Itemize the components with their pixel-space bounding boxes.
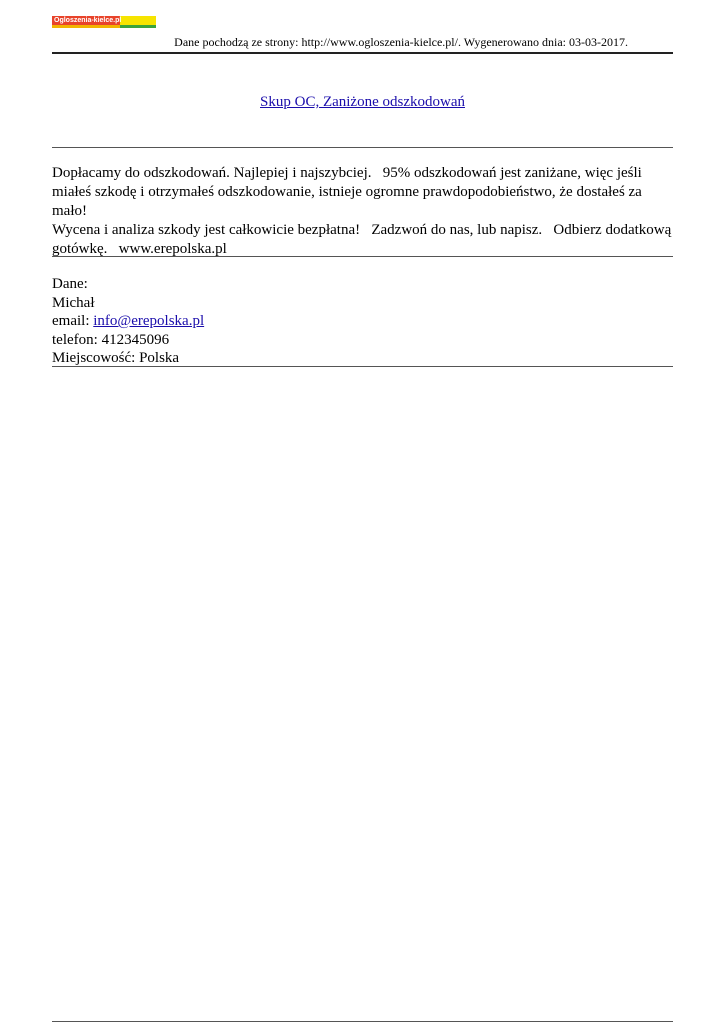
phone-value: 412345096 <box>101 331 170 348</box>
city-value: Polska <box>139 350 180 366</box>
description-divider <box>52 256 673 257</box>
header-divider <box>52 52 673 54</box>
contact-heading: Dane: <box>52 276 88 292</box>
contact-email-row <box>52 312 204 331</box>
phone-label: telefon: <box>52 331 102 348</box>
email-link[interactable]: info@erepolska.pl <box>93 313 205 329</box>
logo-right-block <box>120 16 156 28</box>
listing-title <box>0 93 725 111</box>
details-divider <box>52 366 673 367</box>
email-label: email: <box>52 313 94 329</box>
title-divider <box>52 147 673 148</box>
contact-name: Michał <box>52 294 95 311</box>
listing-description: Dopłacamy do odszkodowań. Najlepiej i najszybciej. 95% odszkodowań jest zaniżane, więc jeśli miałeś szkodę i otrzymałeś odszkodowanie, istnieje ogromne prawdopodobieństwo, że dostałeś za mało! Wycena i analiza szkody jest całkowicie bezpłatna! Zadzwoń do nas, lub napisz. Odbierz dodatkową gotówkę. www.erepolska.pl <box>52 165 672 257</box>
footer-divider <box>52 1021 673 1022</box>
contact-city-row <box>52 349 204 368</box>
contact-details <box>52 275 204 368</box>
source-note: Dane pochodzą ze strony: http://www.ogloszenia-kielce.pl/. Wygenerowano dnia: 03-03-2017. <box>174 35 628 49</box>
city-label: Miejscowość: <box>52 350 140 366</box>
logo-text: Ogloszenia-kielce.pl <box>54 17 122 24</box>
listing-title-link[interactable]: Skup OC, Zaniżone odszkodowań <box>260 94 465 110</box>
contact-phone-row <box>52 331 204 350</box>
